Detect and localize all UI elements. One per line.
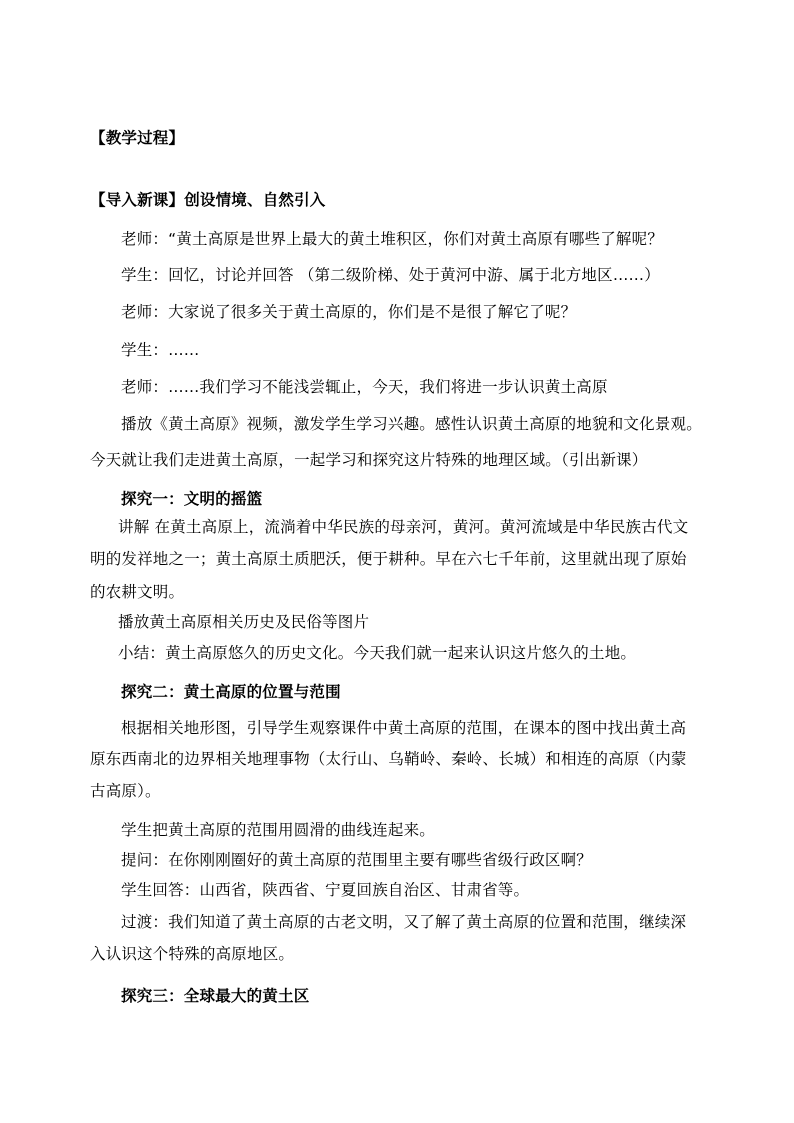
explore-two-connect: 学生把黄土高原的范围用圆滑的曲线连起来。 bbox=[121, 821, 436, 839]
explore-one-line: 的农耕文明。 bbox=[90, 583, 185, 601]
explore-two-line: 原东西南北的边界相关地理事物（太行山、乌鞘岭、秦岭、长城）和相连的高原（内蒙 bbox=[90, 750, 687, 768]
explore-two-transition: 过渡：我们知道了黄土高原的古老文明，又了解了黄土高原的位置和范围，继续深 bbox=[121, 913, 687, 931]
explore-two-answer: 学生回答：山西省，陕西省、宁夏回族自治区、甘肃省等。 bbox=[121, 881, 530, 899]
explore-two-line: 根据相关地形图，引导学生观察课件中黄土高原的范围，在课本的图中找出黄土高 bbox=[121, 719, 687, 737]
intro-heading bbox=[90, 190, 326, 210]
dialogue-line: 学生：…… bbox=[121, 341, 200, 359]
explore-one-title: 探究一：文明的摇篮 bbox=[121, 490, 263, 508]
dialogue-line: 学生：回忆，讨论并回答 （第二级阶梯、处于黄河中游、属于北方地区……） bbox=[121, 266, 660, 284]
intro-bracket-label: 【导入新课】 bbox=[90, 191, 185, 209]
explore-one-play: 播放黄土高原相关历史及民俗等图片 bbox=[118, 613, 370, 631]
explore-three-title: 探究三：全球最大的黄土区 bbox=[121, 987, 310, 1005]
dialogue-line: 老师：“黄土高原是世界上最大的黄土堆积区，你们对黄土高原有哪些了解呢？ bbox=[121, 230, 664, 248]
explore-two-title: 探究二：黄土高原的位置与范围 bbox=[121, 683, 341, 701]
explore-one-line: 明的发祥地之一；黄土高原土质肥沃，便于耕种。早在六七千年前，这里就出现了原始 bbox=[90, 550, 687, 568]
video-paragraph-line: 播放《黄土高原》视频，激发学生学习兴趣。感性认识黄土高原的地貌和文化景观。 bbox=[121, 415, 702, 433]
intro-title: 创设情境、自然引入 bbox=[184, 191, 326, 209]
explore-one-line: 讲解 在黄土高原上，流淌着中华民族的母亲河，黄河。黄河流域是中华民族古代文 bbox=[118, 518, 689, 536]
video-paragraph-line: 今天就让我们走进黄土高原，一起学习和探究这片特殊的地理区域。（引出新课） bbox=[90, 451, 648, 469]
explore-one-summary: 小结：黄土高原悠久的历史文化。今天我们就一起来认识这片悠久的土地。 bbox=[118, 644, 637, 662]
dialogue-line: 老师：……我们学习不能浅尝辄止，今天，我们将进一步认识黄土高原 bbox=[121, 378, 608, 396]
explore-two-line: 古高原）。 bbox=[90, 782, 161, 800]
explore-two-question: 提问：在你刚刚圈好的黄土高原的范围里主要有哪些省级行政区啊？ bbox=[121, 851, 593, 869]
dialogue-line: 老师：大家说了很多关于黄土高原的，你们是不是很了解它了呢？ bbox=[121, 303, 577, 321]
explore-two-transition: 入认识这个特殊的高原地区。 bbox=[90, 945, 295, 963]
section-heading-process: 【教学过程】 bbox=[90, 129, 185, 147]
